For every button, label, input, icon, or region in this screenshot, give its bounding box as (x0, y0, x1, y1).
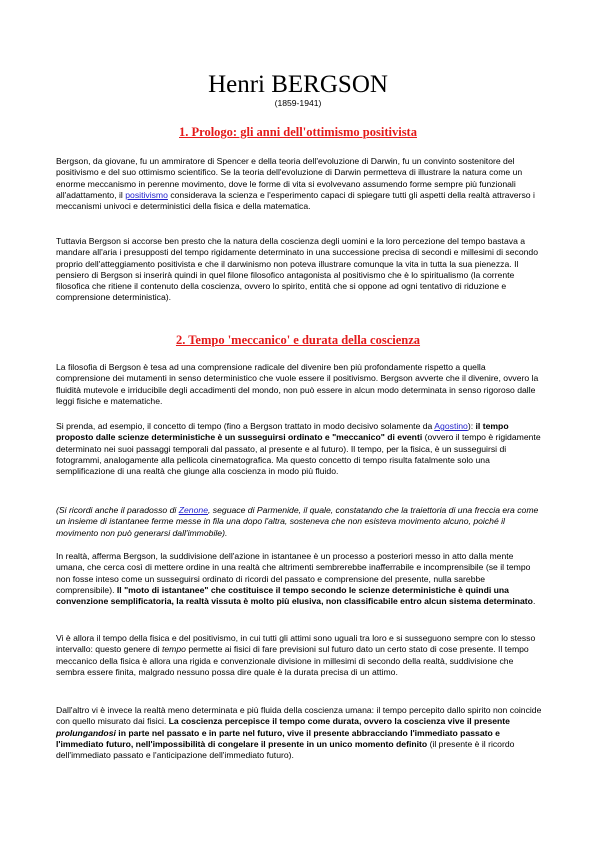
italic-word: tempo (161, 644, 186, 655)
section-2-paragraph-5 (56, 633, 542, 678)
text-run: (Si ricordi anche il paradosso di (56, 505, 179, 515)
text-run: In realtà, afferma Bergson, la suddivisione dell'azione in istantanee è un processo a posteriori messo in atto dalla mente umana, che cerca così di mettere ordine in una realtà che altrimenti sembrerebbe inafferrabile e incomprensibile (se il tempo non fosse inteso come un susseguirsi ordinato di ricordi del passato e comprensione del presente, nulla sarebbe comprensibile). (56, 551, 531, 595)
section-2-paragraph-4 (56, 551, 542, 607)
section-1-paragraph-1 (56, 156, 542, 212)
section-1-paragraph-2: Tuttavia Bergson si accorse ben presto che la natura della coscienza degli uomini e la loro percezione del tempo bastava a mandare all'aria i presupposti del tempo rigidamente determinato in una successione precisa di secondi e millesimi di secondo proprio dell'atteggiamento positivista e che il darwinismo non poteva illustrare comunque la vita in tutta la sua pienezza. Il pensiero di Bergson si inserirà quindi in quel filone filosofico antagonista al positivismo che è lo spiritualismo (la corrente filosofica che ritiene il contenuto della coscienza, ovvero lo spirito, entità che si oppone ad ogni tentativo di riduzione e comprensione deterministica). (56, 236, 539, 303)
text-run: . (532, 596, 536, 607)
section-1-heading: 1. Prologo: gli anni dell'ottimismo positivista (179, 125, 417, 139)
bold-statement: La coscienza percepisce il tempo come durata, ovvero la coscienza vive il presente (168, 716, 510, 727)
bold-italic-word: prolungandosi (56, 727, 116, 738)
life-dates: (1859-1941) (274, 98, 322, 108)
section-2-paragraph-6 (56, 705, 542, 761)
section-2-paragraph-2 (56, 421, 542, 477)
text-run: considerava la scienza e l'esperimento capaci di spiegare tutti gli aspetti della realtà attraverso i meccanismi univoci e deterministici della fisica e della matematica. (56, 189, 535, 212)
text-run: , seguace di Parmenide, il quale, constatando che la traiettoria di una freccia era come un insieme di istantanee ferme messe in fila una dopo l'altra, sosteneva che non esisteva movimento alcuno, poiché il movimento non può generarsi dall'immobile). (56, 505, 539, 538)
zenone-link[interactable]: Zenone (178, 505, 208, 515)
bold-statement: in parte nel passato e in parte nel futuro, vive il presente abbracciando l'immediato passato e l'immediato futuro, nell'impossibilità di congelare il presente in un unico momento definito (56, 727, 500, 749)
bold-statement: Il "moto di istantanee" che costituisce il tempo secondo le scienze deterministiche è quindi una convenzione semplificatoria, la realtà vissuta è molto più elusiva, non classificabile entro alcun sistema determinato (56, 584, 533, 607)
section-2-paragraph-1: La filosofia di Bergson è tesa ad una comprensione radicale del divenire ben più profondamente rispetto a quella comprensione dei mutamenti in senso deterministico che vuole essere il positivismo. Bergson avverte che il divenire, ovvero la fluidità mutevole e irriducibile degli accadimenti del mondo, non può essere in alcun modo determinata in senso rigoroso dalle leggi fisiche e matematiche. (56, 362, 539, 406)
text-run: Dall'altro vi è invece la realtà meno determinata e più fluida della coscienza umana: il tempo percepito dallo spirito non coincide con quello misurato dai fisici. (56, 705, 542, 727)
text-run: ): (467, 421, 476, 431)
agostino-link[interactable]: Agostino (434, 421, 468, 431)
section-2-heading: 2. Tempo 'meccanico' e durata della coscienza (175, 333, 421, 347)
text-run: (ovvero il tempo è rigidamente determinato nei suoi passaggi temporali dal passato, al presente e al futuro). Il tempo, per la fisica, è un susseguirsi di fotogrammi, analogamente alla pellicola cinematografica. Ma questo concetto di tempo risulta fatalmente solo una semplificazione di una realtà che giunge alla coscienza in modo più fluido. (56, 432, 541, 477)
text-run: Bergson, da giovane, fu un ammiratore di Spencer e della teoria dell'evoluzione di Darwin, fu un convinto sostenitore del positivismo e del suo ottimismo scientifico. Se la teoria dell'evoluzione di Darwin permetteva di illustrare la natura come un enorme meccanismo in perenne movimento, dove le forme di vita si evolvevano assumendo forme sempre più funzionali all'adattamento, il (56, 156, 523, 200)
text-run: (il presente è il ricordo dell'immediato passato e l'anticipazione dell'immediato futuro). (56, 738, 515, 761)
page-title: Henri BERGSON (208, 71, 388, 98)
bold-statement: il tempo proposto dalle scienze deterministiche è un susseguirsi ordinato e "meccanico" di eventi (56, 421, 509, 443)
text-run: Si prenda, ad esempio, il concetto di tempo (fino a Bergson trattato in modo decisivo solamente da (56, 421, 435, 431)
section-2-paragraph-3 (56, 505, 542, 539)
text-run: Vi è allora il tempo della fisica e del positivismo, in cui tutti gli attimi sono uguali tra loro e si susseguono sempre con lo stesso intervallo: questo genere di (56, 633, 536, 655)
positivismo-link[interactable]: positivismo (125, 189, 168, 200)
text-run: permette ai fisici di fare previsioni sul futuro dato un certo stato di cose presente. Il tempo meccanico della fisica è allora una rigida e convenzionale divisione in millesimi di secondo della realtà, suddivisione che sembra essere finita, malgrado nessuno possa dire quale è la durata precisa di un attimo. (56, 644, 529, 677)
